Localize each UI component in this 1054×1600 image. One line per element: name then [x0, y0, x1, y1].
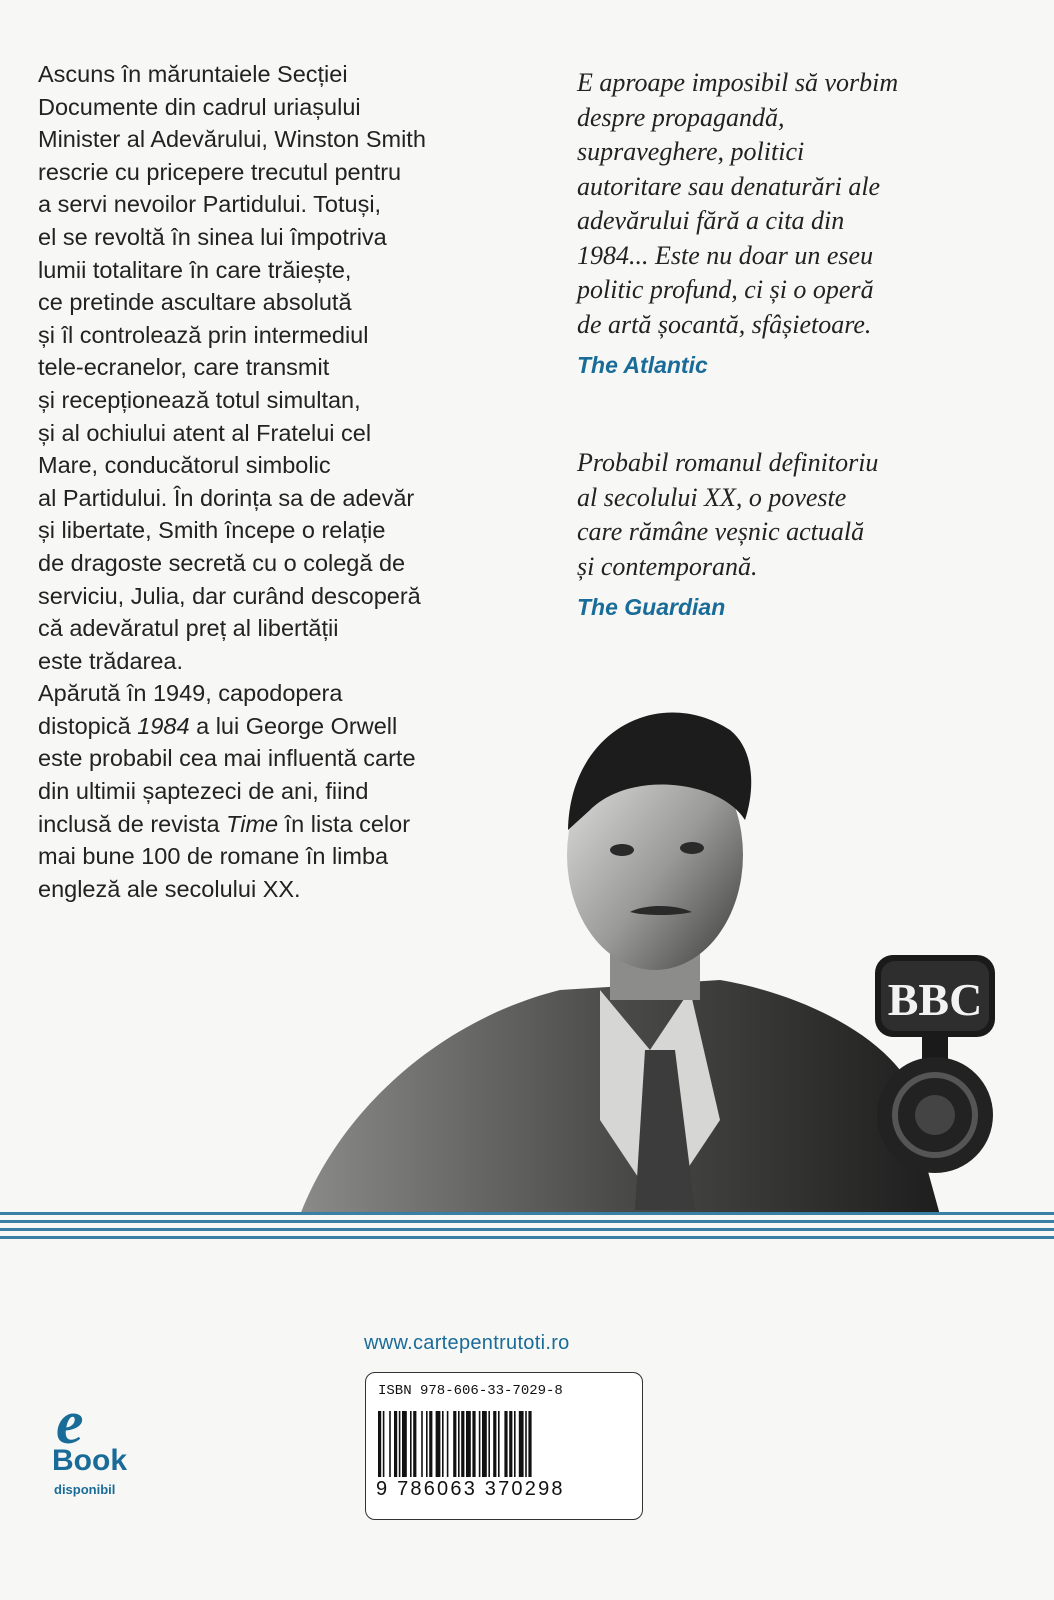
barcode-bar — [488, 1411, 490, 1477]
quote-source: The Atlantic — [577, 352, 708, 378]
review-quote-atlantic — [577, 66, 1037, 379]
blurb-line: engleză ale secolului XX. — [38, 875, 301, 902]
magazine-title-italic: Time — [226, 810, 279, 837]
barcode-bar — [436, 1411, 441, 1477]
blurb-line: rescrie cu pricepere trecutul pentru — [38, 158, 402, 185]
barcode-bar — [519, 1411, 524, 1477]
quote-line: E aproape imposibil să vorbim — [577, 68, 899, 97]
barcode-bar — [426, 1411, 428, 1477]
barcode-bar — [402, 1411, 407, 1477]
blurb-line: și recepționează totul simultan, — [38, 386, 361, 413]
barcode-bar — [413, 1411, 416, 1477]
decorative-stripes — [0, 1212, 1054, 1246]
barcode-bar — [461, 1411, 464, 1477]
ebook-e-icon: e — [56, 1389, 84, 1457]
barcode-bar — [482, 1411, 487, 1477]
quote-line: 1984... Este nu doar un eseu — [577, 240, 874, 270]
blurb-line: de dragoste secretă cu o colegă de — [38, 549, 406, 576]
blurb-text: inclusă de revista — [38, 810, 227, 837]
ebook-logo — [48, 1389, 148, 1504]
barcode-bar — [378, 1411, 381, 1477]
blurb-line: Minister al Adevărului, Winston Smith — [38, 126, 426, 153]
blurb-line: Mare, conducătorul simbolic — [38, 452, 331, 479]
quote-text — [577, 446, 1037, 584]
barcode-bar — [528, 1411, 531, 1477]
barcode-bar — [472, 1411, 475, 1477]
book-title-italic: 1984 — [137, 712, 190, 739]
blurb-line: Apărută în 1949, capodopera — [38, 680, 343, 707]
quote-line: Probabil romanul definitoriu — [577, 448, 879, 477]
blurb-line: este trădarea. — [38, 647, 184, 674]
stripe — [0, 1236, 1054, 1239]
blurb-line: și libertate, Smith începe o relație — [38, 517, 386, 544]
quote-line: autoritare sau denaturări ale — [577, 171, 881, 201]
blurb-line: este probabil cea mai influentă carte — [38, 745, 416, 772]
blurb-line: serviciu, Julia, dar curând descoperă — [38, 582, 421, 609]
quote-line: supraveghere, politici — [577, 137, 805, 166]
ebook-caption: disponibil — [54, 1482, 116, 1497]
barcode-bar — [394, 1411, 397, 1477]
barcode-bar — [479, 1411, 481, 1477]
blurb-line: al Partidului. În dorința sa de adevăr — [38, 484, 415, 511]
quote-line: și contemporană. — [577, 551, 758, 581]
blurb-line: ce pretinde ascultare absolută — [38, 289, 352, 316]
quote-line: de artă șocantă, sfâșietoare. — [577, 309, 872, 339]
barcode-bar — [399, 1411, 401, 1477]
stripe — [0, 1212, 1054, 1215]
blurb-line: Documente din cadrul uriașului — [38, 93, 361, 120]
barcode-bar — [410, 1411, 412, 1477]
quote-line: adevărului fără a cita din — [577, 206, 845, 235]
blurb-line: din ultimii șaptezeci de ani, fiind — [38, 778, 369, 805]
barcode-bar — [383, 1411, 385, 1477]
blurb-line: mai bune 100 de romane în limba — [38, 843, 389, 870]
isbn-barcode-box — [365, 1372, 643, 1520]
quote-source: The Guardian — [577, 594, 726, 620]
quote-line: care rămâne veșnic actuală — [577, 517, 865, 546]
barcode-bar — [447, 1411, 449, 1477]
blurb-line: el se revoltă în sinea lui împotriva — [38, 223, 387, 250]
barcode-bar — [429, 1411, 432, 1477]
blurb-text: a lui George Orwell — [189, 712, 398, 739]
blurb-line: tele-ecranelor, care transmit — [38, 354, 330, 381]
barcode-bar — [389, 1411, 391, 1477]
quote-text — [577, 66, 1037, 342]
barcode-digits: 9 786063 370298 — [376, 1478, 565, 1500]
isbn-text: ISBN 978-606-33-7029-8 — [378, 1383, 563, 1399]
barcode-bar — [442, 1411, 444, 1477]
publisher-website[interactable]: www.cartepentrutoti.ro — [364, 1332, 570, 1354]
barcode-bar — [466, 1411, 471, 1477]
barcode-bars — [376, 1411, 632, 1477]
barcode-bar — [514, 1411, 516, 1477]
blurb-line: lumii totalitare în care trăiește, — [38, 256, 352, 283]
blurb-line: a servi nevoilor Partidului. Totuși, — [38, 191, 382, 218]
quote-line: despre propagandă, — [577, 102, 785, 132]
blurb-text: în lista celor — [278, 810, 411, 837]
blurb-line: și îl controlează prin intermediul — [38, 321, 369, 348]
mic-label: BBC — [887, 974, 983, 1025]
barcode-bar — [458, 1411, 460, 1477]
blurb-line: Ascuns în măruntaiele Secției — [38, 61, 348, 87]
barcode-bar — [498, 1411, 500, 1477]
stripe — [0, 1220, 1054, 1223]
barcode-bar — [421, 1411, 423, 1477]
blurb-text: distopică — [38, 712, 138, 739]
author-photo — [300, 690, 1054, 1220]
quote-line: al secolului XX, o poveste — [577, 482, 847, 512]
review-quote-guardian — [577, 446, 1037, 621]
barcode-bar — [504, 1411, 507, 1477]
blurb-line: că adevăratul preț al libertății — [38, 615, 339, 642]
ebook-word: Book — [52, 1444, 127, 1477]
barcode-bar — [493, 1411, 496, 1477]
barcode-bar — [525, 1411, 527, 1477]
blurb-line: și al ochiului atent al Fratelui cel — [38, 419, 372, 446]
quote-line: politic profund, ci și o operă — [577, 275, 874, 304]
barcode-bar — [509, 1411, 512, 1477]
stripe — [0, 1228, 1054, 1231]
barcode-bar — [453, 1411, 456, 1477]
